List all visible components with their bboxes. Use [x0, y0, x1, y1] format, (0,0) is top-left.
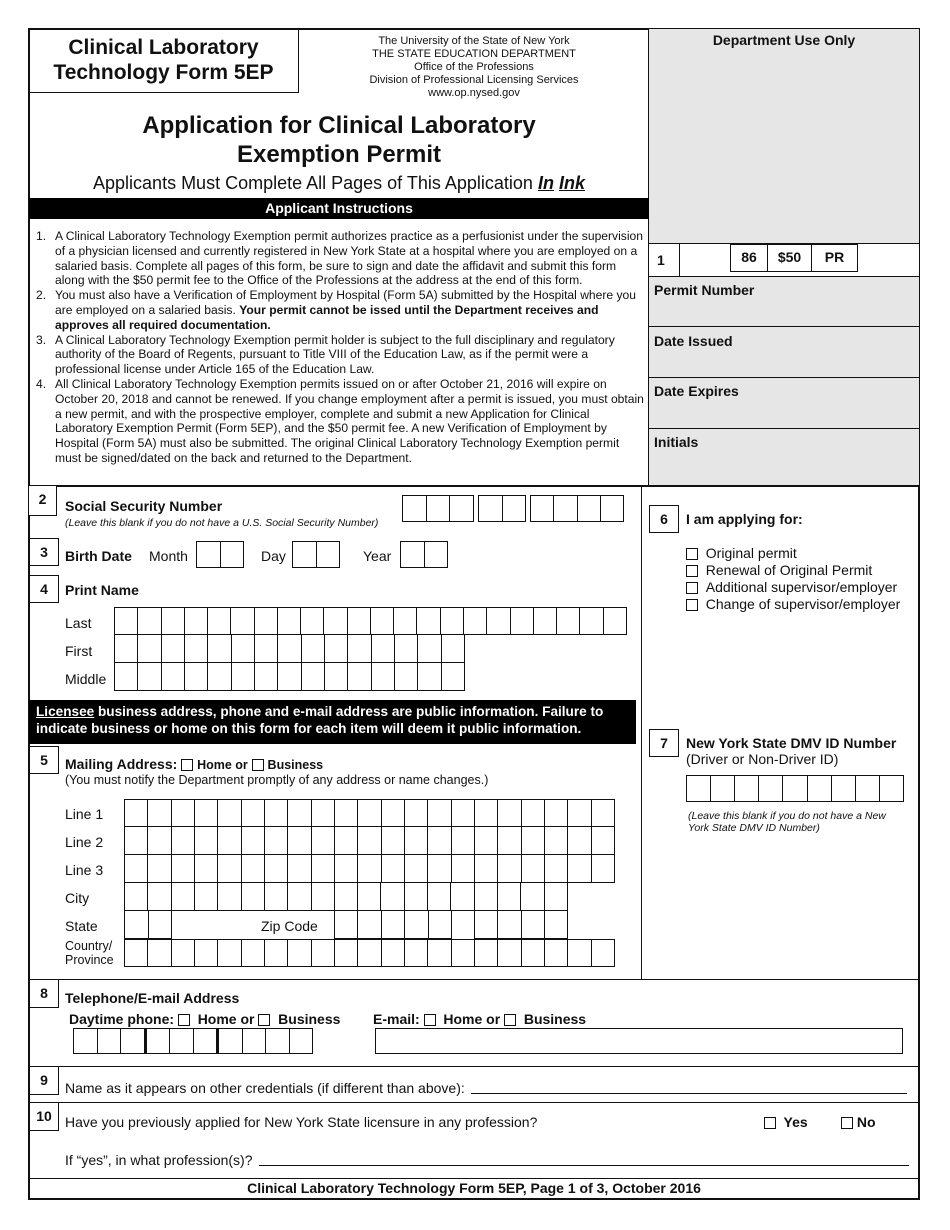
subtitle: Applicants Must Complete All Pages of This Application In Ink	[93, 173, 585, 193]
city-input[interactable]	[124, 883, 568, 911]
option-original-permit[interactable]: Original permit	[686, 545, 797, 561]
divider	[29, 1066, 919, 1067]
agency-line: THE STATE EDUCATION DEPARTMENT	[372, 48, 576, 60]
last-name-label: Last	[65, 615, 92, 631]
ssn-part3-input[interactable]	[530, 495, 624, 522]
yes-option[interactable]: Yes	[764, 1114, 808, 1130]
birth-date-label: Birth Date	[65, 548, 132, 564]
yes-checkbox[interactable]	[764, 1117, 776, 1129]
dept-code-boxes	[730, 244, 858, 272]
option-additional-supervisor[interactable]: Additional supervisor/employer	[686, 579, 897, 595]
instructions-list	[36, 229, 644, 466]
agency-line: Division of Professional Licensing Services	[369, 74, 579, 86]
agency-line: Office of the Professions	[414, 61, 534, 73]
phone-business-checkbox[interactable]	[258, 1014, 270, 1026]
dmv-id-input[interactable]	[686, 775, 904, 802]
section-number-5: 5	[29, 746, 59, 774]
divider	[679, 243, 680, 277]
date-issued-field: Date Issued	[654, 333, 733, 349]
page-title-line2: Exemption Permit	[236, 141, 442, 168]
instruction-item: 2. You must also have a Verification of Employment by Hospital (Form 5A) submitted by the Hospital where you are employed on a salaried basis. Your permit cannot be issed until the Department receives and approves all required documentation.	[36, 288, 637, 332]
checkbox[interactable]	[686, 582, 698, 594]
checkbox[interactable]	[686, 565, 698, 577]
divider	[649, 428, 919, 429]
agency-link[interactable]: www.op.nysed.gov	[428, 87, 520, 99]
ssn-note: (Leave this blank if you do not have a U.S. Social Security Number)	[65, 517, 379, 529]
phone-number-input[interactable]	[217, 1028, 313, 1054]
instruction-item: 4. All Clinical Laboratory Technology Exemption permits issued on or after October 21, 2016 will expire on October 20, 2018 and cannot be renewed. If you change employment after a permit is issued, you must obtain a new permit, and with the prospective employer, complete and submit a new Application for Clinical Laboratory Exemption Permit (Form 5EP), and the $50 permit fee. A new Verification of Employment by Hospital (Form 5A) must also be submitted. The original Clinical Laboratory Technology Exemption permit must be signed/dated on the back and returned to the Department.	[36, 376, 644, 465]
profession-followup-label: If “yes”, in what profession(s)?	[65, 1152, 253, 1168]
ssn-part1-input[interactable]	[402, 495, 474, 522]
email-type-label: E-mail: Home or Business	[373, 1011, 587, 1027]
instruction-item: 3. A Clinical Laboratory Technology Exemption permit holder is subject to the full disciplinary and regulatory authority of the Board of Regents, pursuant to Title VIII of the Education Law, as if the permit were a professional license under Article 165 of the Education Law.	[36, 332, 615, 377]
telephone-email-label: Telephone/E-mail Address	[65, 990, 240, 1006]
phone-area-code-input[interactable]	[73, 1028, 145, 1054]
section-number-4: 4	[29, 575, 59, 603]
line3-label: Line 3	[65, 862, 104, 878]
birth-day-input[interactable]	[292, 541, 340, 568]
divider	[649, 377, 919, 378]
no-checkbox[interactable]	[841, 1117, 853, 1129]
divider	[29, 979, 919, 980]
no-option[interactable]: No	[841, 1114, 876, 1130]
other-credentials-input[interactable]	[471, 1093, 907, 1094]
section-number-3: 3	[29, 538, 59, 566]
option-change-supervisor[interactable]: Change of supervisor/employer	[686, 596, 900, 612]
mailing-address-label: Mailing Address: Home or Business	[65, 756, 324, 772]
day-label: Day	[261, 548, 286, 564]
city-label: City	[65, 890, 90, 906]
daytime-phone-label: Daytime phone: Home or Business	[69, 1011, 341, 1027]
divider	[641, 486, 642, 980]
department-use-heading: Department Use Only	[712, 32, 856, 48]
home-checkbox[interactable]	[181, 759, 193, 771]
agency-block	[300, 35, 648, 100]
section-number-10: 10	[29, 1103, 59, 1131]
divider	[29, 1178, 919, 1179]
dmv-id-sublabel: (Driver or Non-Driver ID)	[686, 751, 839, 767]
address-line3-input[interactable]	[124, 855, 615, 883]
agency-line: The University of the State of New York	[378, 35, 570, 47]
divider	[29, 485, 919, 487]
dmv-id-note: York State DMV ID Number)	[688, 822, 820, 834]
option-renewal[interactable]: Renewal of Original Permit	[686, 562, 872, 578]
address-line2-input[interactable]	[124, 827, 615, 855]
previous-licensure-question: Have you previously applied for New York State licensure in any profession?	[65, 1114, 538, 1130]
form-id-box	[29, 29, 299, 93]
line1-label: Line 1	[65, 806, 104, 822]
state-input[interactable]	[124, 911, 172, 939]
initials-field: Initials	[654, 434, 699, 450]
year-label: Year	[363, 548, 392, 564]
first-name-input[interactable]	[114, 635, 465, 663]
page-footer: Clinical Laboratory Technology Form 5EP, Page 1 of 3, October 2016	[247, 1180, 701, 1196]
business-checkbox[interactable]	[252, 759, 264, 771]
line2-label: Line 2	[65, 834, 104, 850]
form-title-line1: Clinical Laboratory	[68, 36, 259, 59]
email-business-checkbox[interactable]	[504, 1014, 516, 1026]
ssn-part2-input[interactable]	[478, 495, 526, 522]
dmv-id-label: New York State DMV ID Number	[686, 735, 897, 751]
birth-year-input[interactable]	[400, 541, 448, 568]
fee-code: 86	[730, 244, 768, 272]
section-number-7: 7	[649, 729, 679, 757]
zip-plus4-input[interactable]	[474, 911, 568, 939]
ssn-label: Social Security Number	[65, 498, 223, 514]
checkbox[interactable]	[686, 548, 698, 560]
section-number-6: 6	[649, 505, 679, 533]
zip-code-label: Zip Code	[261, 918, 318, 934]
birth-month-input[interactable]	[196, 541, 244, 568]
instruction-item: 1. A Clinical Laboratory Technology Exemption permit authorizes practice as a perfusionist under the supervision of a physician licensed and currently registered in New York State at a hospital where you are employed on a salaried basis. Complete all pages of this form, be sure to sign and date the affidavit and submit this form along with the $50 permit fee to the Office of the Professions at the address at the end of this form.	[36, 229, 643, 288]
middle-name-label: Middle	[65, 671, 107, 687]
profession-followup-input[interactable]	[259, 1165, 909, 1166]
first-name-label: First	[65, 643, 93, 659]
permit-number-field: Permit Number	[654, 282, 755, 298]
country-province-input[interactable]	[124, 939, 615, 967]
date-expires-field: Date Expires	[654, 383, 739, 399]
other-credentials-label: Name as it appears on other credentials (if different than above):	[65, 1080, 465, 1096]
zip-code-input[interactable]	[334, 911, 452, 939]
checkbox[interactable]	[686, 599, 698, 611]
section-number-2: 2	[29, 486, 57, 516]
phone-exchange-input[interactable]	[145, 1028, 217, 1054]
divider	[649, 326, 919, 327]
fee-amount: $50	[768, 244, 812, 272]
profession-code: PR	[812, 244, 858, 272]
middle-name-input[interactable]	[114, 663, 465, 691]
state-label: State	[65, 918, 98, 934]
page-title-line1: Application for Clinical Laboratory	[142, 112, 536, 139]
instructions-heading: Applicant Instructions	[29, 198, 649, 219]
section-number-8: 8	[29, 980, 59, 1008]
applying-for-label: I am applying for:	[686, 511, 803, 527]
province-label: Province	[65, 953, 114, 967]
mailing-address-note: (You must notify the Department promptly of any address or name changes.)	[65, 773, 489, 787]
email-home-checkbox[interactable]	[424, 1014, 436, 1026]
last-name-input[interactable]	[114, 607, 627, 635]
print-name-label: Print Name	[65, 582, 139, 598]
phone-home-checkbox[interactable]	[178, 1014, 190, 1026]
country-label: Country/	[65, 939, 113, 953]
divider	[29, 1102, 919, 1103]
form-title-line2: Technology Form 5EP	[53, 61, 274, 84]
dmv-id-note: (Leave this blank if you do not have a New	[688, 810, 886, 822]
month-label: Month	[149, 548, 188, 564]
section-number-9: 9	[29, 1067, 59, 1095]
dept-row-number: 1	[657, 252, 665, 268]
page-title	[29, 111, 649, 195]
address-line1-input[interactable]	[124, 799, 615, 827]
public-information-notice: Licensee business address, phone and e-mail address are public information. Failure to indicate business or home on this form for each item will deem it public information.	[29, 700, 636, 744]
email-input[interactable]	[375, 1028, 903, 1054]
